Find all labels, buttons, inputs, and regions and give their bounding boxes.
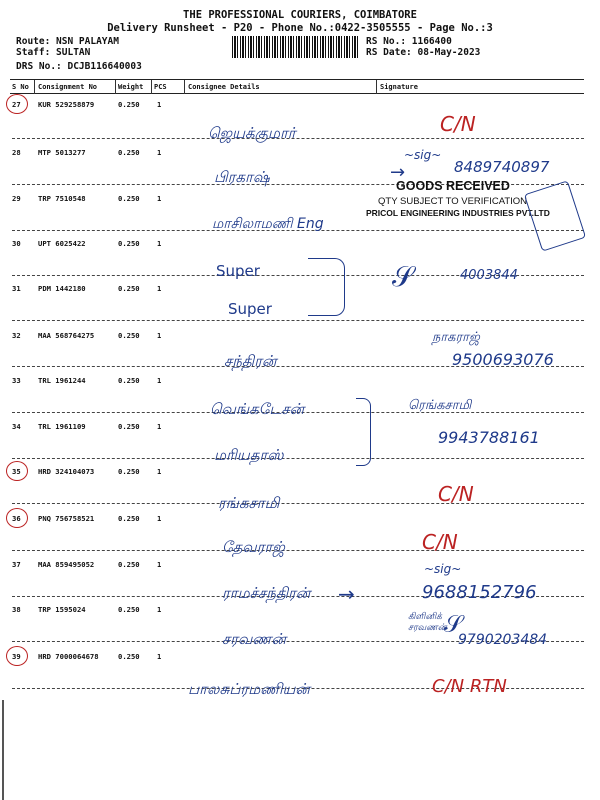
row-separator [12,550,584,551]
row-sno: 29 [12,194,21,203]
row-separator [12,320,584,321]
handwritten-phone: 9688152796 [422,582,537,603]
handwritten-consignee: ராமச்சந்திரன் [222,584,311,602]
drs-number: DRS No.: DCJB116640003 [16,61,142,72]
row-weight: 0.250 [118,284,140,293]
cn-mark: C/N [422,530,458,554]
row-sno: 28 [12,148,21,157]
row-pcs: 1 [157,148,162,157]
row-separator [12,138,584,139]
handwritten-phone: 4003844 [460,268,518,283]
row-consignment: KUR 529258879 [38,100,95,109]
handwritten-bracket [356,398,371,466]
row-consignment: MAA 859495052 [38,560,95,569]
row-consignment: HRD 324104073 [38,467,95,476]
row-consignment: HRD 7000064678 [38,652,99,661]
stamp-line: PRICOL ENGINEERING INDUSTRIES PVT.LTD [366,208,550,218]
col-pcs: PCS [154,83,167,91]
row-pcs: 1 [157,605,162,614]
row-weight: 0.250 [118,376,140,385]
scan-edge [2,700,4,800]
row-pcs: 1 [157,284,162,293]
handwritten-consignee: ஜெயக்குமார் [208,124,296,142]
handwritten-consignee: சரவணன் [222,630,287,648]
row-separator [12,503,584,504]
row-consignment: TRL 1961244 [38,376,86,385]
cn-mark: C/N RTN [432,676,507,697]
handwritten-name: நாகராஜ் [432,330,480,345]
row-consignment: PNQ 756758521 [38,514,95,523]
row-sno: 38 [12,605,21,614]
row-pcs: 1 [157,560,162,569]
row-sno: 34 [12,422,21,431]
handwritten-consignee: பிரகாஷ் [214,168,270,186]
col-consignee: Consignee Details [188,83,260,91]
row-weight: 0.250 [118,605,140,614]
rs-date: RS Date: 08-May-2023 [366,47,481,58]
sno-circle-mark [6,461,28,481]
rs-number: RS No.: 1166400 [366,36,452,47]
row-pcs: 1 [157,422,162,431]
row-consignment: PDM 1442180 [38,284,86,293]
handwritten-consignee: ரங்கசாமி [218,494,280,512]
handwritten-consignee: சந்திரன் [224,352,277,370]
cn-mark: C/N [440,112,476,136]
row-pcs: 1 [157,194,162,203]
row-consignment: TRP 7510548 [38,194,86,203]
row-sno: 30 [12,239,21,248]
row-weight: 0.250 [118,239,140,248]
arrow-mark: → [338,582,355,606]
route-label: Route: NSN PALAYAM [16,36,119,47]
row-weight: 0.250 [118,560,140,569]
runsheet-subtitle: Delivery Runsheet - P20 - Phone No.:0422-3505555 - Page No.:3 [107,22,493,34]
handwritten-phone: 9943788161 [438,428,540,447]
handwritten-phone: 8489740897 [454,158,550,176]
row-sno: 37 [12,560,21,569]
row-consignment: UPT 6025422 [38,239,86,248]
row-pcs: 1 [157,514,162,523]
handwritten-consignee: மரியதாஸ் [214,446,284,464]
staff-label: Staff: SULTAN [16,47,91,58]
row-sno: 32 [12,331,21,340]
handwritten-phone: 9790203484 [458,632,548,648]
col-signature: Signature [380,83,418,91]
handwritten-consignee: தேவராஜ் [222,538,285,556]
row-sno: 36 [12,514,21,523]
row-weight: 0.250 [118,194,140,203]
row-sno: 31 [12,284,21,293]
row-pcs: 1 [157,239,162,248]
row-weight: 0.250 [118,148,140,157]
row-consignment: TRL 1961109 [38,422,86,431]
stamp-line: QTY SUBJECT TO VERIFICATION [378,196,528,207]
sno-circle-mark [6,646,28,666]
col-weight: Weight [118,83,144,91]
row-sno: 35 [12,467,21,476]
row-consignment: MTP 5013277 [38,148,86,157]
handwritten-signature: 𝒮 [444,610,463,638]
sno-circle-mark [6,94,28,114]
row-separator [12,458,584,459]
handwritten-signature: 𝒮 [392,260,414,293]
row-sno: 33 [12,376,21,385]
row-weight: 0.250 [118,652,140,661]
handwritten-name: கிளினிக் சரவணன் [408,612,447,633]
handwritten-consignee: மாசிலாமணி Eng [212,216,324,232]
sno-circle-mark [6,508,28,528]
handwritten-signature: ~sig~ [404,148,442,162]
handwritten-consignee: Super [216,262,260,280]
company-title: THE PROFESSIONAL COURIERS, COIMBATORE [183,9,417,21]
row-pcs: 1 [157,100,162,109]
row-sno: 39 [12,652,21,661]
row-pcs: 1 [157,652,162,661]
row-weight: 0.250 [118,422,140,431]
handwritten-consignee: Super [228,300,272,318]
row-weight: 0.250 [118,100,140,109]
row-consignment: MAA 568764275 [38,331,95,340]
row-pcs: 1 [157,331,162,340]
handwritten-signature: ~sig~ [424,562,462,576]
col-sno: S No [12,83,29,91]
stamp-line: GOODS RECEIVED [396,179,510,193]
cn-mark: C/N [438,482,474,506]
handwritten-consignee: வெங்கடேசன் [210,400,305,418]
row-weight: 0.250 [118,514,140,523]
row-weight: 0.250 [118,467,140,476]
handwritten-consignee: பாலசுப்ரமணியன் [188,680,310,698]
row-pcs: 1 [157,467,162,476]
row-consignment: TRP 1595024 [38,605,86,614]
row-weight: 0.250 [118,331,140,340]
handwritten-phone: 9500693076 [452,350,554,369]
handwritten-bracket [308,258,345,316]
arrow-mark: → [390,162,406,183]
row-pcs: 1 [157,376,162,385]
row-sno: 27 [12,100,21,109]
handwritten-name: ரெங்கசாமி [408,398,472,413]
col-consignment: Consignment No [38,83,98,91]
